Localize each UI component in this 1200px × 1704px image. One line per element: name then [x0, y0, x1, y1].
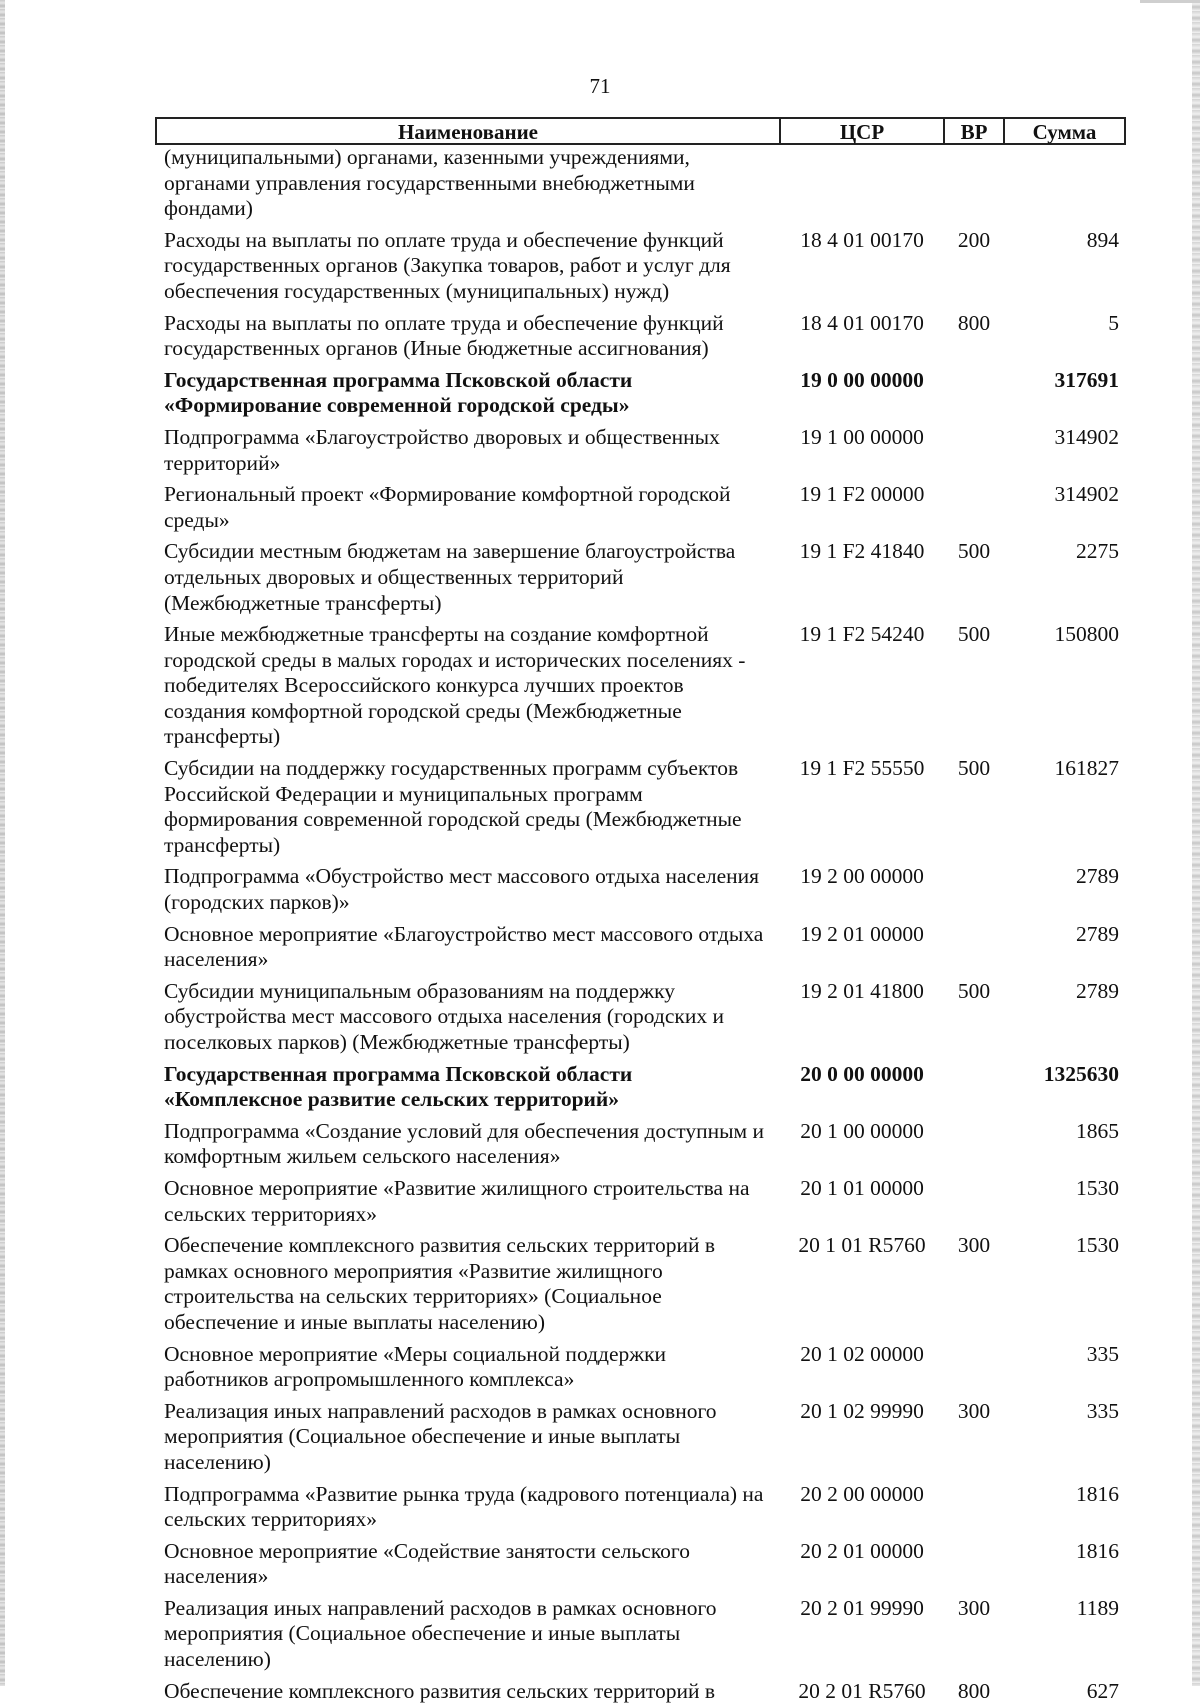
scan-edge-left	[0, 0, 5, 1686]
cell-csr: 19 1 00 00000	[800, 424, 924, 449]
cell-sum	[1004, 144, 1125, 222]
cell-name: Государственная программа Псковской области «Комплексное развитие сельских территорий»	[164, 1061, 633, 1112]
cell-name: Государственная программа Псковской области «Формирование современной городской среды»	[164, 367, 633, 418]
cell-vr: 500	[957, 539, 991, 564]
header-vr: ВР	[944, 118, 1004, 144]
cell-vr	[944, 1170, 1004, 1227]
cell-vr	[944, 476, 1004, 533]
cell-sum: 627	[1086, 1678, 1119, 1703]
cell-sum: 1325630	[1043, 1061, 1119, 1086]
cell-vr	[944, 419, 1004, 476]
cell-sum: 5	[1108, 310, 1119, 335]
cell-vr	[944, 1533, 1004, 1590]
cell-name: Основное мероприятие «Меры социальной поддержки работников агропромышленного комплекса»	[164, 1341, 667, 1392]
cell-csr: 18 4 01 00170	[800, 310, 924, 335]
table-row	[156, 222, 1125, 305]
table-row	[156, 973, 1125, 1056]
cell-name: Обеспечение комплексного развития сельских территорий в	[164, 1678, 716, 1703]
table-row	[156, 362, 1125, 419]
cell-sum: 1865	[1076, 1118, 1119, 1143]
cell-name: Основное мероприятие «Содействие занятости сельского населения»	[164, 1538, 690, 1589]
cell-name: Подпрограмма «Благоустройство дворовых и общественных территорий»	[164, 424, 720, 475]
cell-name: Субсидии на поддержку государственных программ субъектов Российской Федерации и муниципальных программ формирования современной городской среды (Межбюджетные трансферты)	[164, 756, 742, 857]
cell-sum: 1816	[1076, 1538, 1119, 1563]
table-row	[156, 1590, 1125, 1673]
cell-csr: 19 2 00 00000	[800, 864, 924, 889]
cell-vr: 500	[957, 622, 991, 647]
table-row	[156, 858, 1125, 915]
cell-csr: 20 2 01 99990	[800, 1595, 924, 1620]
cell-name: Основное мероприятие «Развитие жилищного строительства на сельских территориях»	[164, 1175, 750, 1226]
cell-sum: 1189	[1076, 1595, 1119, 1620]
cell-vr: 500	[957, 978, 991, 1003]
cell-csr: 20 2 01 00000	[800, 1538, 924, 1563]
cell-csr: 20 1 00 00000	[800, 1118, 924, 1143]
cell-vr: 300	[957, 1595, 991, 1620]
table-row	[156, 1113, 1125, 1170]
cell-csr: 20 1 01 R5760	[798, 1233, 926, 1258]
cell-csr: 20 2 01 R5760	[798, 1678, 926, 1703]
cell-vr	[944, 1476, 1004, 1533]
table-header-row	[156, 118, 1125, 144]
header-sum: Сумма	[1004, 118, 1125, 144]
cell-csr: 18 4 01 00170	[800, 227, 924, 252]
table-row	[156, 1170, 1125, 1227]
cell-csr: 20 2 00 00000	[800, 1481, 924, 1506]
cell-csr: 19 2 01 00000	[800, 921, 924, 946]
scan-edge-right	[1192, 0, 1200, 1686]
cell-csr: 19 2 01 41800	[800, 978, 924, 1003]
table-row	[156, 144, 1125, 222]
table-row	[156, 750, 1125, 858]
cell-name: (муниципальными) органами, казенными учреждениями, органами управления государственными внебюджетными фондами)	[164, 145, 695, 221]
cell-sum: 335	[1086, 1341, 1119, 1366]
cell-sum: 2789	[1076, 978, 1119, 1003]
cell-csr	[780, 144, 944, 222]
header-csr: ЦСР	[780, 118, 944, 144]
table-row	[156, 616, 1125, 750]
table-row	[156, 916, 1125, 973]
cell-vr	[944, 858, 1004, 915]
cell-name: Субсидии муниципальным образованиям на поддержку обустройства мест массового отдыха населения (городских и поселковых парков) (Межбюджетные трансферты)	[164, 978, 724, 1054]
table-row	[156, 1673, 1125, 1704]
cell-name: Реализация иных направлений расходов в рамках основного мероприятия (Социальное обеспечение и иные выплаты населению)	[164, 1595, 717, 1672]
cell-csr: 19 0 00 00000	[800, 367, 924, 392]
cell-vr: 300	[957, 1398, 991, 1423]
cell-sum: 1530	[1076, 1175, 1119, 1200]
scan-edge-top	[1140, 0, 1200, 3]
cell-vr	[944, 1113, 1004, 1170]
cell-csr: 19 1 F2 00000	[799, 482, 925, 507]
cell-sum: 314902	[1054, 424, 1119, 449]
cell-sum: 317691	[1054, 367, 1119, 392]
cell-vr	[944, 916, 1004, 973]
table-row	[156, 305, 1125, 362]
table-row	[156, 1476, 1125, 1533]
cell-sum: 894	[1086, 227, 1119, 252]
table-row	[156, 533, 1125, 616]
cell-name: Подпрограмма «Создание условий для обеспечения доступным и комфортным жильем сельского населения»	[164, 1118, 765, 1169]
cell-name: Иные межбюджетные трансферты на создание комфортной городской среды в малых городах и исторических поселениях - победителях Всероссийского конкурса лучших проектов создания комфортной городской среды (Межбюджетные трансферты)	[164, 622, 746, 749]
table-row	[156, 1393, 1125, 1476]
cell-vr: 300	[957, 1233, 991, 1258]
cell-sum: 314902	[1054, 482, 1119, 507]
cell-vr	[944, 1056, 1004, 1113]
cell-name: Основное мероприятие «Благоустройство мест массового отдыха населения»	[164, 921, 764, 972]
cell-sum: 2789	[1076, 864, 1119, 889]
table-row	[156, 476, 1125, 533]
cell-csr: 20 1 01 00000	[800, 1175, 924, 1200]
table-row	[156, 1227, 1125, 1335]
cell-sum: 150800	[1054, 622, 1119, 647]
table-row	[156, 419, 1125, 476]
cell-sum: 2275	[1076, 539, 1119, 564]
cell-name: Реализация иных направлений расходов в рамках основного мероприятия (Социальное обеспечение и иные выплаты населению)	[164, 1398, 717, 1474]
cell-vr	[944, 144, 1004, 222]
cell-name: Расходы на выплаты по оплате труда и обеспечение функций государственных органов (Иные бюджетные ассигнования)	[164, 310, 724, 361]
cell-vr: 500	[957, 756, 991, 781]
table-row	[156, 1533, 1125, 1590]
cell-csr: 20 1 02 00000	[800, 1341, 924, 1366]
cell-sum: 1530	[1076, 1233, 1119, 1258]
budget-table	[155, 117, 1126, 1704]
cell-name: Субсидии местным бюджетам на завершение благоустройства отдельных дворовых и общественных территорий (Межбюджетные трансферты)	[164, 539, 736, 615]
header-name: Наименование	[156, 118, 780, 144]
cell-name: Обеспечение комплексного развития сельских территорий в рамках основного мероприятия «Развитие жилищного строительства на сельских территориях» (Социальное обеспечение и иные выплаты населению)	[164, 1233, 716, 1334]
cell-sum: 161827	[1054, 756, 1119, 781]
cell-csr: 20 0 00 00000	[800, 1061, 924, 1086]
cell-vr: 200	[957, 227, 991, 252]
table-row	[156, 1056, 1125, 1113]
cell-sum: 335	[1086, 1398, 1119, 1423]
cell-name: Региональный проект «Формирование комфортной городской среды»	[164, 482, 731, 532]
cell-vr: 800	[957, 310, 991, 335]
page-number: 71	[589, 74, 611, 98]
cell-name: Подпрограмма «Развитие рынка труда (кадрового потенциала) на сельских территориях»	[164, 1481, 764, 1532]
cell-vr	[944, 1336, 1004, 1393]
cell-csr: 19 1 F2 54240	[799, 622, 925, 647]
table-row	[156, 1336, 1125, 1393]
cell-name: Расходы на выплаты по оплате труда и обеспечение функций государственных органов (Закупка товаров, работ и услуг для обеспечения государственных (муниципальных) нужд)	[164, 227, 731, 303]
cell-sum: 2789	[1076, 921, 1119, 946]
cell-name: Подпрограмма «Обустройство мест массового отдыха населения (городских парков)»	[164, 864, 760, 915]
cell-vr: 800	[957, 1678, 991, 1703]
table-body	[156, 144, 1125, 1704]
cell-csr: 19 1 F2 41840	[799, 539, 925, 564]
cell-sum: 1816	[1076, 1481, 1119, 1506]
cell-csr: 20 1 02 99990	[800, 1398, 924, 1423]
cell-vr	[944, 362, 1004, 419]
cell-csr: 19 1 F2 55550	[799, 756, 925, 781]
